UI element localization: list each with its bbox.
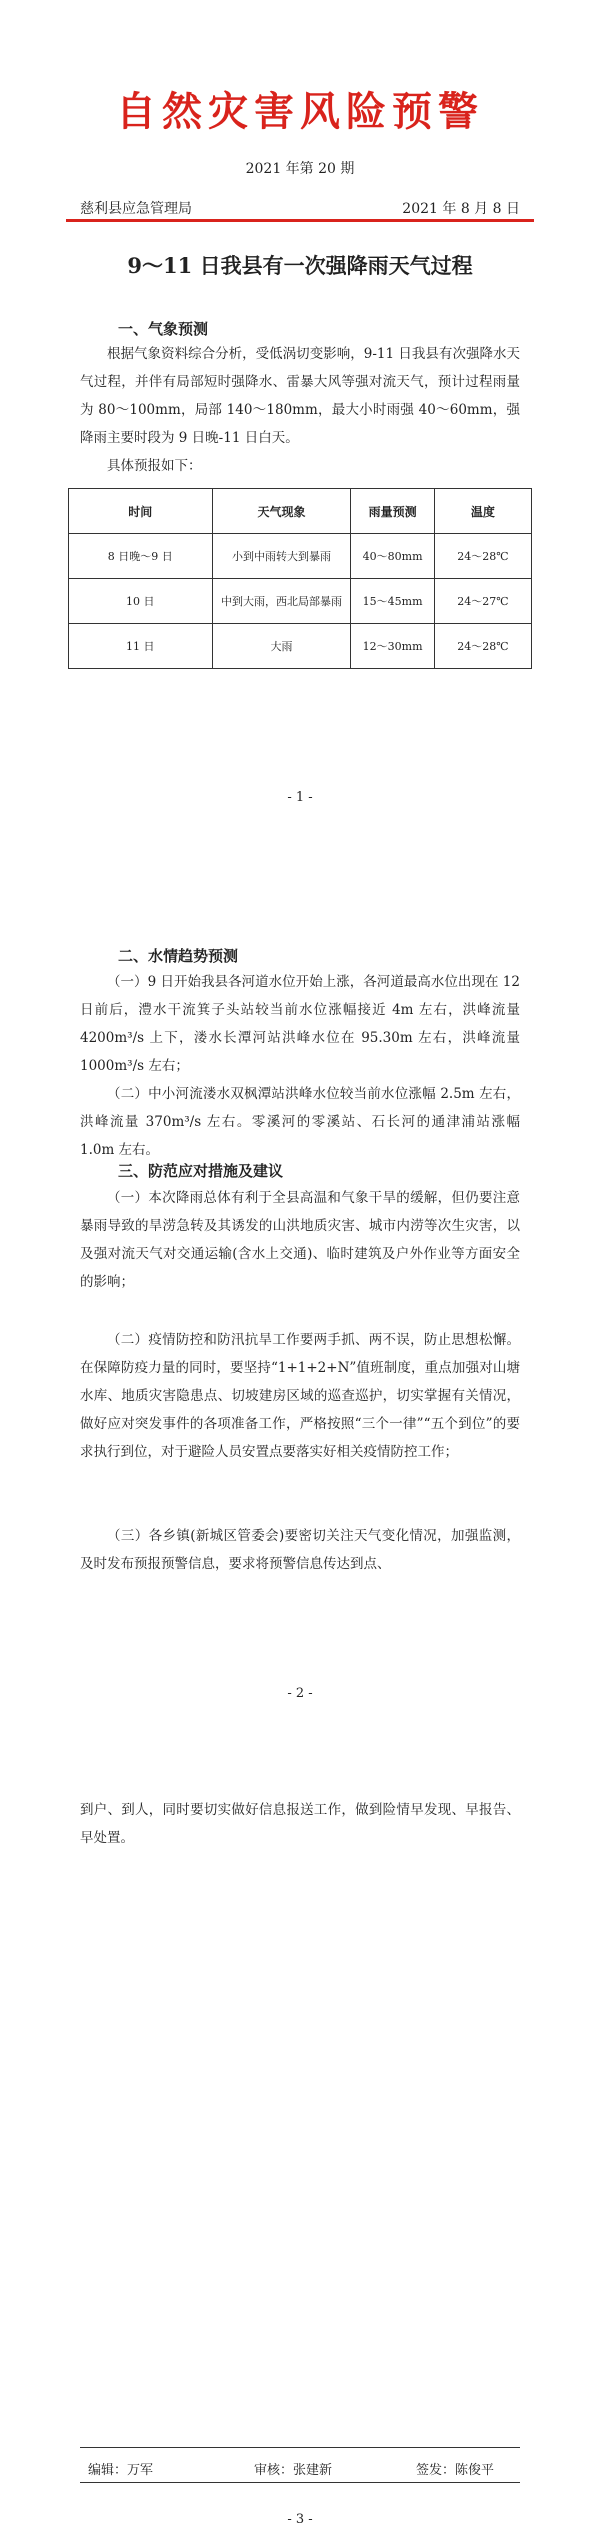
hydrology-paragraph-2: （二）中小河流溇水双枫潭站洪峰水位较当前水位涨幅 2.5m 左右，洪峰流量 370m³/s 左右。零溪河的零溪站、石长河的通津浦站涨幅 1.0m 左右。	[80, 1086, 520, 1158]
table-row	[69, 579, 532, 624]
table-cell: 12～30mm	[351, 624, 434, 669]
table-cell: 24～27℃	[434, 579, 531, 624]
table-header-row	[69, 489, 532, 534]
issuing-organization: 慈利县应急管理局	[80, 201, 192, 217]
forecast-intro: 具体预报如下：	[107, 458, 202, 474]
footer-issuer: 签发：陈俊平	[416, 2463, 495, 2478]
section-heading-measures: 三、防范应对措施及建议	[118, 1162, 284, 1180]
measures-paragraph-1: （一）本次降雨总体有利于全县高温和气象干旱的缓解，但仍要注意暴雨导致的旱涝急转及其诱发的山洪地质灾害、城市内涝等次生灾害，以及强对流天气对交通运输(含水上交通)、临时建筑及户外作业等方面安全的影响；	[80, 1190, 520, 1290]
table-cell: 24～28℃	[434, 534, 531, 579]
hydrology-paragraph-1: （一）9 日开始我县各河道水位开始上涨，各河道最高水位出现在 12 日前后，澧水干流箕子头站较当前水位涨幅接近 4m 左右，洪峰流量 4200m³/s 上下，溇水长潭河站洪峰水位在 95.30m 左右，洪峰流量 1000m³/s 左右；	[80, 974, 520, 1074]
document-title: 9～11 日我县有一次强降雨天气过程	[127, 253, 473, 278]
forecast-table	[68, 488, 532, 669]
footer-reviewer: 审核：张建新	[254, 2463, 333, 2478]
table-header-cell: 天气现象	[212, 489, 351, 534]
weather-paragraph: 根据气象资料综合分析，受低涡切变影响，9-11 日我县有次强降水天气过程，并伴有局部短时强降水、雷暴大风等强对流天气，预计过程雨量为 80～100mm，局部 140～180mm，最大小时雨强 40～60mm，强降雨主要时段为 9 日晚-11 日白天。	[80, 346, 520, 446]
header-divider	[66, 219, 534, 222]
table-cell: 40～80mm	[351, 534, 434, 579]
table-row	[69, 534, 532, 579]
table-cell: 11 日	[69, 624, 213, 669]
measures-paragraph-2: （二）疫情防控和防汛抗旱工作要两手抓、两不误，防止思想松懈。在保障防疫力量的同时，要坚持“1+1+2+N”值班制度，重点加强对山塘水库、地质灾害隐患点、切坡建房区域的巡查巡护，切实掌握有关情况，做好应对突发事件的各项准备工作，严格按照“三个一律”“五个到位”的要求执行到位，对于避险人员安置点要落实好相关疫情防控工作；	[80, 1332, 520, 1460]
section-heading-hydrology: 二、水情趋势预测	[118, 947, 239, 965]
table-cell: 小到中雨转大到暴雨	[212, 534, 351, 579]
footer-editor: 编辑：万军	[88, 2463, 154, 2478]
footer-top-rule	[80, 2447, 520, 2448]
page-number: - 3 -	[287, 2512, 313, 2527]
table-cell: 中到大雨，西北局部暴雨	[212, 579, 351, 624]
measures-paragraph-3: （三）各乡镇(新城区管委会)要密切关注天气变化情况，加强监测，及时发布预报预警信息，要求将预警信息传达到点、	[80, 1528, 520, 1572]
measures-continuation: 到户、到人，同时要切实做好信息报送工作，做到险情早发现、早报告、早处置。	[80, 1802, 520, 1846]
table-cell: 大雨	[212, 624, 351, 669]
table-cell: 24～28℃	[434, 624, 531, 669]
table-cell: 15～45mm	[351, 579, 434, 624]
page-number: - 2 -	[287, 1686, 313, 1701]
table-header-cell: 雨量预测	[351, 489, 434, 534]
table-cell: 10 日	[69, 579, 213, 624]
table-header-cell: 时间	[69, 489, 213, 534]
bulletin-title: 自然灾害风险预警	[116, 88, 484, 135]
footer-bottom-rule	[80, 2482, 520, 2483]
table-header-cell: 温度	[434, 489, 531, 534]
table-cell: 8 日晚～9 日	[69, 534, 213, 579]
section-heading-weather: 一、气象预测	[118, 320, 209, 338]
page-number: - 1 -	[287, 790, 313, 805]
issue-number: 2021 年第 20 期	[245, 161, 355, 177]
issue-date: 2021 年 8 月 8 日	[402, 201, 520, 217]
table-row	[69, 624, 532, 669]
